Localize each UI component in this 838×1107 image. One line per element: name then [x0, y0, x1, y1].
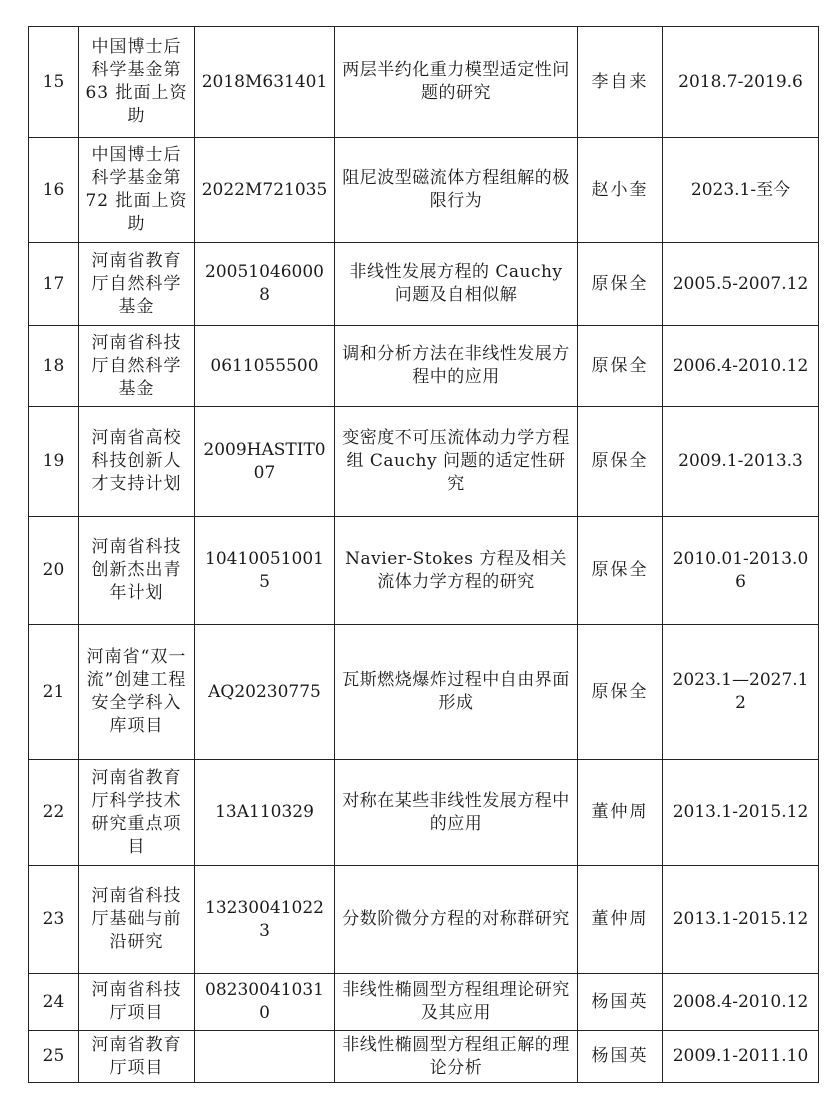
- project-code: AQ20230775: [195, 625, 335, 760]
- project-title: 两层半约化重力模型适定性问题的研究: [335, 27, 578, 138]
- project-code: 082300410310: [195, 974, 335, 1031]
- project-title: Navier-Stokes 方程及相关流体力学方程的研究: [335, 517, 578, 625]
- project-title: 调和分析方法在非线性发展方程中的应用: [335, 326, 578, 407]
- row-number: 22: [29, 760, 79, 866]
- table-row: [29, 866, 819, 974]
- project-title: 阻尼波型磁流体方程组解的极限行为: [335, 138, 578, 243]
- project-period: 2018.7-2019.6: [663, 27, 819, 138]
- project-table: [28, 26, 819, 1083]
- funding-source: 河南省科技厅基础与前沿研究: [79, 866, 195, 974]
- row-number: 20: [29, 517, 79, 625]
- table-row: [29, 138, 819, 243]
- project-title: 分数阶微分方程的对称群研究: [335, 866, 578, 974]
- project-period: 2013.1-2015.12: [663, 760, 819, 866]
- table-row: [29, 243, 819, 326]
- project-code: [195, 1031, 335, 1083]
- project-leader: 原保全: [578, 517, 663, 625]
- project-code: 13A110329: [195, 760, 335, 866]
- project-title: 非线性发展方程的 Cauchy 问题及自相似解: [335, 243, 578, 326]
- project-period: 2009.1-2013.3: [663, 407, 819, 517]
- funding-source: 中国博士后科学基金第 72 批面上资助: [79, 138, 195, 243]
- project-title: 变密度不可压流体动力学方程组 Cauchy 问题的适定性研究: [335, 407, 578, 517]
- table-row: [29, 974, 819, 1031]
- table-row: [29, 326, 819, 407]
- table-row: [29, 760, 819, 866]
- project-leader: 杨国英: [578, 1031, 663, 1083]
- project-code: 2009HASTIT007: [195, 407, 335, 517]
- project-period: 2009.1-2011.10: [663, 1031, 819, 1083]
- project-period: 2023.1-至今: [663, 138, 819, 243]
- row-number: 18: [29, 326, 79, 407]
- table-row: [29, 407, 819, 517]
- project-leader: 赵小奎: [578, 138, 663, 243]
- project-title: 对称在某些非线性发展方程中的应用: [335, 760, 578, 866]
- funding-source: 河南省教育厅自然科学基金: [79, 243, 195, 326]
- project-title: 非线性椭圆型方程组正解的理论分析: [335, 1031, 578, 1083]
- funding-source: 河南省科技创新杰出青年计划: [79, 517, 195, 625]
- project-leader: 原保全: [578, 625, 663, 760]
- project-code: 0611055500: [195, 326, 335, 407]
- project-code: 2018M631401: [195, 27, 335, 138]
- project-period: 2005.5-2007.12: [663, 243, 819, 326]
- table-row: [29, 517, 819, 625]
- row-number: 24: [29, 974, 79, 1031]
- row-number: 15: [29, 27, 79, 138]
- project-leader: 董仲周: [578, 866, 663, 974]
- row-number: 23: [29, 866, 79, 974]
- project-leader: 李自来: [578, 27, 663, 138]
- project-leader: 原保全: [578, 407, 663, 517]
- row-number: 16: [29, 138, 79, 243]
- funding-source: 河南省科技厅自然科学基金: [79, 326, 195, 407]
- project-period: 2006.4-2010.12: [663, 326, 819, 407]
- project-title: 瓦斯燃烧爆炸过程中自由界面形成: [335, 625, 578, 760]
- project-period: 2023.1—2027.12: [663, 625, 819, 760]
- row-number: 21: [29, 625, 79, 760]
- table-row: [29, 27, 819, 138]
- funding-source: 河南省“双一流”创建工程安全学科入库项目: [79, 625, 195, 760]
- project-period: 2010.01-2013.06: [663, 517, 819, 625]
- funding-source: 河南省教育厅项目: [79, 1031, 195, 1083]
- funding-source: 河南省科技厅项目: [79, 974, 195, 1031]
- project-code: 200510460008: [195, 243, 335, 326]
- table-row: [29, 625, 819, 760]
- project-leader: 原保全: [578, 243, 663, 326]
- project-code: 2022M721035: [195, 138, 335, 243]
- project-code: 104100510015: [195, 517, 335, 625]
- funding-source: 河南省教育厅科学技术研究重点项目: [79, 760, 195, 866]
- project-title: 非线性椭圆型方程组理论研究及其应用: [335, 974, 578, 1031]
- project-period: 2008.4-2010.12: [663, 974, 819, 1031]
- row-number: 19: [29, 407, 79, 517]
- project-leader: 杨国英: [578, 974, 663, 1031]
- project-leader: 原保全: [578, 326, 663, 407]
- project-leader: 董仲周: [578, 760, 663, 866]
- funding-source: 中国博士后科学基金第 63 批面上资助: [79, 27, 195, 138]
- row-number: 17: [29, 243, 79, 326]
- table-row: [29, 1031, 819, 1083]
- project-code: 132300410223: [195, 866, 335, 974]
- funding-source: 河南省高校科技创新人才支持计划: [79, 407, 195, 517]
- row-number: 25: [29, 1031, 79, 1083]
- project-period: 2013.1-2015.12: [663, 866, 819, 974]
